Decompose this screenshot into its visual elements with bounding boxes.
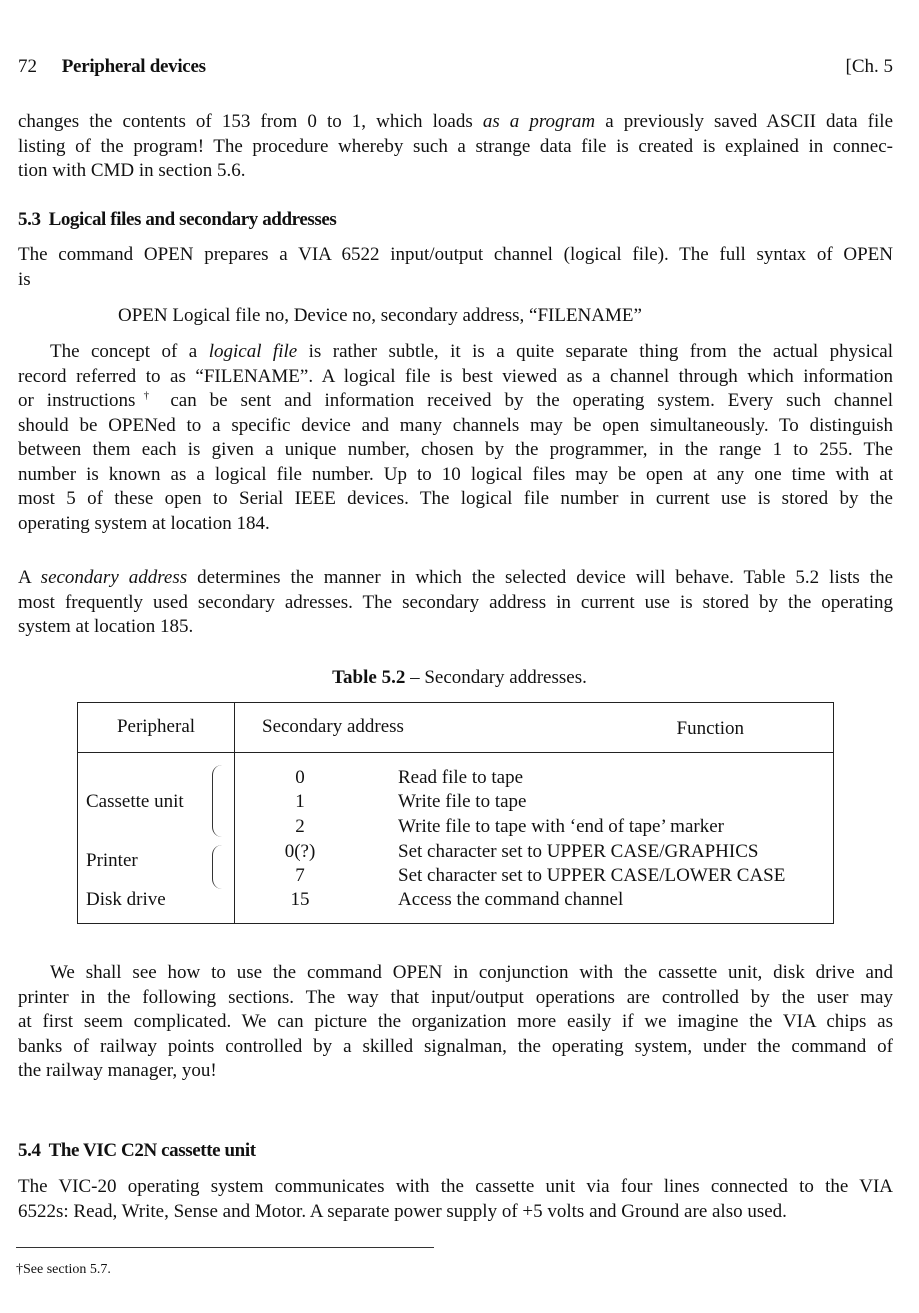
- text-line: operating system at location 184.: [18, 512, 270, 534]
- text-run: A: [18, 567, 41, 588]
- secondary-address-table: [77, 702, 834, 924]
- footnote-marker: †: [135, 389, 158, 402]
- text-line: We shall see how to use the command OPEN in conjunction with the cassette unit, disk drive and: [50, 962, 893, 983]
- text-run: a previously saved ASCII data file: [595, 111, 894, 132]
- text-line: The VIC-20 operating system communicates with the cassette unit via four lines connected to the VIA: [18, 1176, 893, 1197]
- section-number: 5.4: [18, 1140, 41, 1161]
- section-number: 5.3: [18, 209, 41, 230]
- emphasis-text: secondary address: [40, 567, 188, 588]
- function-value: Read file to tape: [398, 767, 524, 788]
- function-value: Set character set to UPPER CASE/LOWER CASE: [398, 865, 786, 886]
- section-title: The VIC C2N cassette unit: [48, 1140, 256, 1161]
- paragraph-open-usage: [18, 961, 893, 1084]
- address-value: 0: [295, 767, 305, 788]
- text-line: record referred to as “FILENAME”. A logical file is best viewed as a channel through which information: [18, 365, 893, 387]
- section-heading-5-4: [18, 1139, 256, 1164]
- table-caption: [0, 666, 919, 691]
- text-line: listing of the program! The procedure whereby such a strange data file is created is explained in connec-: [18, 135, 893, 157]
- address-value: 15: [290, 889, 310, 910]
- footnote-divider: [16, 1247, 434, 1248]
- text-line: banks of railway points controlled by a skilled signalman, the operating system, under the command of: [18, 1035, 893, 1057]
- text-line: should be OPENed to a specific device and many channels may be open simultaneously. To distinguish: [18, 414, 893, 436]
- address-value: 0(?): [284, 841, 316, 862]
- section-title: Logical files and secondary addresses: [48, 209, 337, 230]
- text-line: is: [18, 268, 31, 290]
- text-line: at first seem complicated. We can picture the organization more easily if we imagine the VIA chips as: [18, 1011, 893, 1032]
- brace-printer-group: [212, 845, 223, 889]
- column-header-text: Secondary address: [262, 716, 404, 738]
- text-run: changes the contents of 153 from 0 to 1, which loads: [18, 111, 483, 132]
- open-syntax: OPEN Logical file no, Device no, secondary address, “FILENAME”: [118, 305, 642, 326]
- function-value: Write file to tape: [398, 791, 527, 812]
- column-header-secondary-address: [235, 703, 834, 753]
- text-run: or instructions: [18, 390, 136, 411]
- table-header-row: [78, 703, 834, 753]
- text-run: can be sent and information received by the operating system. Every such channel: [157, 390, 893, 411]
- text-line: between them each is given a unique number, chosen by the programmer, in the range 1 to 255. The: [18, 439, 893, 460]
- emphasis-text: logical file: [208, 341, 298, 362]
- peripheral-disk-drive: Disk drive: [86, 889, 166, 910]
- section-heading-5-3: [18, 208, 336, 233]
- function-value: Write file to tape with ‘end of tape’ marker: [398, 816, 724, 837]
- text-run: The concept of a: [50, 341, 209, 362]
- running-head: [18, 55, 893, 80]
- text-line: 6522s: Read, Write, Sense and Motor. A separate power supply of +5 volts and Ground are also used.: [18, 1200, 787, 1222]
- footnote: †See section 5.7.: [16, 1262, 111, 1277]
- paragraph-logical-file: [18, 340, 893, 536]
- table-caption-text: – Secondary addresses.: [405, 667, 587, 688]
- paragraph-secondary-address: [18, 566, 893, 640]
- address-value: 7: [295, 865, 305, 886]
- text-line: most frequently used secondary adresses. The secondary address in current use is stored by the operating: [18, 591, 893, 613]
- emphasis-text: as a program: [482, 111, 596, 132]
- function-value: Set character set to UPPER CASE/GRAPHICS: [398, 841, 759, 862]
- text-run: is rather subtle, it is a quite separate thing from the actual physical: [297, 341, 893, 362]
- address-value: 2: [295, 816, 305, 837]
- peripheral-cassette-unit: Cassette unit: [86, 791, 184, 812]
- running-head-title: Peripheral devices: [61, 56, 206, 77]
- text-line: [18, 110, 893, 135]
- text-run: determines the manner in which the selected device will behave. Table 5.2 lists the: [187, 567, 893, 588]
- text-line: tion with CMD in section 5.6.: [18, 160, 246, 181]
- text-line: system at location 185.: [18, 616, 194, 637]
- paragraph-continuation: [18, 110, 893, 184]
- text-line: The command OPEN prepares a VIA 6522 input/output channel (logical file). The full syntax of OPEN: [18, 244, 893, 265]
- text-line: most 5 of these open to Serial IEEE devices. The logical file number in current use is stored by the: [18, 488, 893, 509]
- page-number: 72: [18, 56, 37, 77]
- brace-cassette-group: [212, 765, 223, 837]
- paragraph-open-command: [18, 243, 893, 292]
- peripheral-printer: Printer: [86, 850, 138, 871]
- paragraph-cassette-lines: [18, 1175, 893, 1224]
- table-body: [78, 753, 834, 924]
- peripheral-column: [78, 753, 235, 924]
- text-line: [18, 389, 893, 414]
- address-value: 1: [295, 791, 305, 812]
- text-line: number is known as a logical file number. Up to 10 logical files may be open at any one time with at: [18, 463, 893, 485]
- address-function-column: [235, 753, 834, 924]
- text-line: [18, 340, 893, 365]
- text-line: [18, 566, 893, 591]
- function-value: Access the command channel: [398, 889, 624, 910]
- table-caption-label: Table 5.2: [332, 667, 406, 688]
- text-line: the railway manager, you!: [18, 1060, 217, 1081]
- chapter-label: [Ch. 5: [845, 56, 893, 77]
- text-line: printer in the following sections. The way that input/output operations are controlled by the user may: [18, 986, 893, 1008]
- column-header-function: Function: [676, 717, 745, 739]
- column-header-peripheral: Peripheral: [78, 703, 235, 753]
